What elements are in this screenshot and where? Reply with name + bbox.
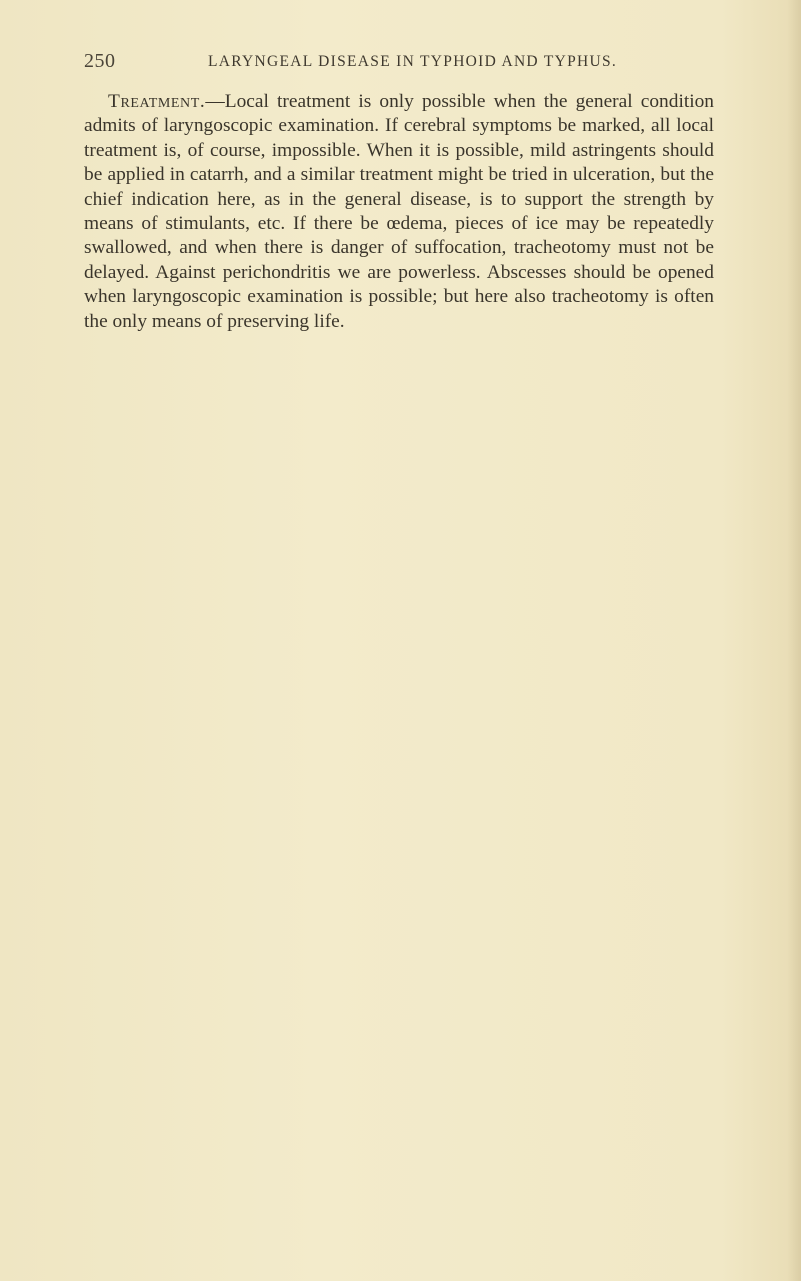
page-edge-shadow: [787, 0, 801, 1281]
run-in-heading: Treatment.: [108, 91, 206, 112]
paragraph-text: —Local treatment is only possible when the general condition admits of laryngoscopic examination. If cerebral symptoms be marked, all local treatment is, of course, impossible. When it is possible, mild astringents should be applied in catarrh, and a similar treatment might be tried in ulceration, but the chief indication here, as in the general disease, is to support the strength by means of stimulants, etc. If there be œdema, pieces of ice may be repeatedly swallowed, and when there is danger of suffocation, tracheotomy must not be delayed. Against perichondritis we are powerless. Abscesses should be opened when laryngoscopic examination is possible; but here also tracheotomy is often the only means of preserving life.: [84, 91, 714, 332]
running-title: LARYNGEAL DISEASE IN TYPHOID AND TYPHUS.: [208, 53, 618, 70]
page-number: 250: [84, 50, 116, 72]
running-header: [84, 50, 714, 76]
treatment-paragraph: [84, 90, 714, 334]
